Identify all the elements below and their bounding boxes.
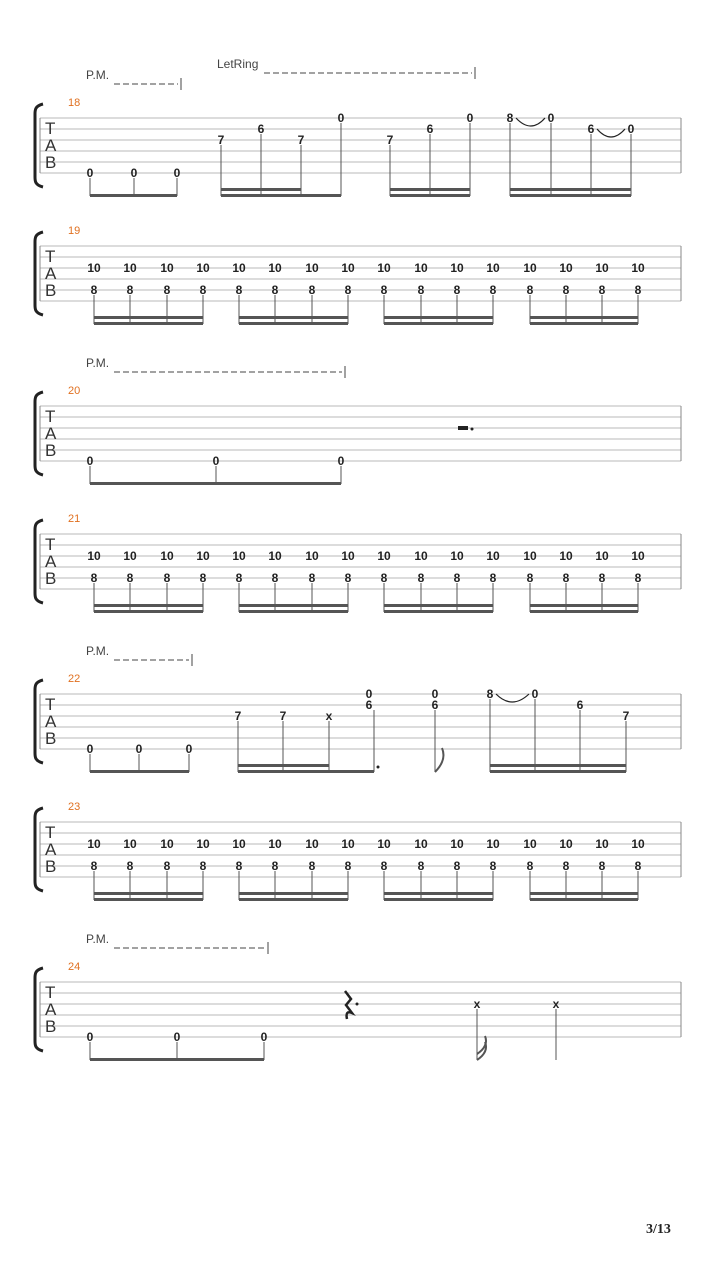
fret-number: 10 <box>160 837 174 851</box>
fret-number: 8 <box>271 283 279 297</box>
system-bracket <box>35 104 43 187</box>
fret-number: 6 <box>426 122 434 136</box>
note-beam <box>94 892 203 895</box>
tab-clef-t: T <box>45 823 56 842</box>
fret-number: 10 <box>160 549 174 563</box>
fret-number: 8 <box>126 859 134 873</box>
fret-number: 10 <box>341 837 355 851</box>
system-bracket <box>35 392 43 475</box>
fret-number: 8 <box>489 283 497 297</box>
tab-clef-b: B <box>45 1017 57 1036</box>
fret-number: 0 <box>260 1030 268 1044</box>
fret-number: 8 <box>235 859 243 873</box>
tab-clef-a: A <box>45 264 57 283</box>
note-beam <box>239 316 348 319</box>
system-measure-22 <box>35 644 681 773</box>
tab-clef-t: T <box>45 247 56 266</box>
fret-number: 10 <box>87 549 101 563</box>
fret-number: 0 <box>173 166 181 180</box>
tie <box>496 694 529 702</box>
fret-number: 10 <box>559 837 573 851</box>
note-beam <box>390 194 470 197</box>
tab-clef-b: B <box>45 281 57 300</box>
fret-number: 10 <box>450 549 464 563</box>
note-beam <box>490 770 626 773</box>
note-beam <box>384 322 493 325</box>
note-beam <box>530 892 638 895</box>
fret-number: 8 <box>199 283 207 297</box>
measure-number: 23 <box>68 801 81 813</box>
beams <box>94 604 638 613</box>
fret-number: 8 <box>163 859 171 873</box>
note-beam <box>90 770 189 773</box>
tab-clef-b: B <box>45 441 57 460</box>
note-beam <box>239 610 348 613</box>
fret-numbers <box>87 687 630 756</box>
fret-number: 10 <box>196 261 210 275</box>
tab-clef-a: A <box>45 424 57 443</box>
note-beam <box>94 898 203 901</box>
fret-number: 7 <box>386 133 394 147</box>
dotted-half-rest <box>458 426 474 431</box>
half-rest <box>458 426 468 430</box>
fret-number: 0 <box>173 1030 181 1044</box>
tab-clef-b: B <box>45 153 57 172</box>
fret-number: 10 <box>123 837 137 851</box>
rest-dot <box>356 1003 359 1006</box>
note-beam <box>510 194 631 197</box>
page-number: 3/13 <box>646 1222 671 1237</box>
fret-number: 10 <box>341 261 355 275</box>
fret-number: 10 <box>377 261 391 275</box>
system-bracket <box>35 232 43 315</box>
fret-number: 8 <box>344 571 352 585</box>
fret-number: 8 <box>417 571 425 585</box>
fret-number: 10 <box>450 261 464 275</box>
tab-clef-t: T <box>45 535 56 554</box>
stems <box>90 699 626 772</box>
beams <box>94 316 638 325</box>
note-beam <box>94 604 203 607</box>
fret-number: 8 <box>90 283 98 297</box>
fret-number: 8 <box>380 283 388 297</box>
fret-number: 0 <box>185 742 193 756</box>
system-bracket <box>35 808 43 891</box>
note-beam <box>90 1058 264 1061</box>
fret-number: 0 <box>531 687 539 701</box>
fret-number: 0 <box>431 687 439 701</box>
fret-number: 8 <box>453 571 461 585</box>
note-beam <box>239 898 348 901</box>
staff <box>35 680 681 763</box>
fret-number: 10 <box>268 837 282 851</box>
measure-number: 20 <box>68 385 81 397</box>
fret-number: 10 <box>123 261 137 275</box>
fret-number: 8 <box>126 283 134 297</box>
fret-number: 10 <box>559 549 573 563</box>
dead-note: x <box>473 997 481 1011</box>
fret-number: 10 <box>232 549 246 563</box>
stems <box>90 1009 556 1060</box>
note-beam <box>94 610 203 613</box>
fret-number: 8 <box>308 283 316 297</box>
fret-number: 8 <box>308 859 316 873</box>
fret-number: 0 <box>466 111 474 125</box>
system-bracket <box>35 520 43 603</box>
fret-number: 10 <box>268 261 282 275</box>
fret-number: 10 <box>87 261 101 275</box>
note-flag <box>435 748 443 772</box>
tab-clef-a: A <box>45 552 57 571</box>
measure-number: 18 <box>68 97 81 109</box>
fret-number: 8 <box>526 571 534 585</box>
fret-number: 10 <box>414 261 428 275</box>
system-bracket <box>35 680 43 763</box>
let-ring-label: LetRing <box>217 57 259 71</box>
fret-number: 10 <box>486 549 500 563</box>
fret-number: 8 <box>598 571 606 585</box>
fret-number: 8 <box>562 283 570 297</box>
note-beam <box>90 194 177 197</box>
fret-number: 8 <box>126 571 134 585</box>
fret-number: 8 <box>489 571 497 585</box>
stems <box>94 583 638 612</box>
fret-number: 8 <box>562 859 570 873</box>
fret-number: 0 <box>86 742 94 756</box>
note-beam <box>530 610 638 613</box>
fret-number: 8 <box>562 571 570 585</box>
tab-clef-a: A <box>45 136 57 155</box>
fret-number: 10 <box>523 261 537 275</box>
fret-number: 8 <box>453 859 461 873</box>
stems <box>94 871 638 900</box>
fret-number: 8 <box>486 687 494 701</box>
fret-number: 10 <box>486 837 500 851</box>
beams <box>90 764 626 773</box>
fret-number: 10 <box>486 261 500 275</box>
system-measure-18 <box>35 57 681 197</box>
note-dot <box>377 766 380 769</box>
note-beam <box>239 322 348 325</box>
tab-clef-b: B <box>45 857 57 876</box>
stems <box>94 295 638 324</box>
note-beam <box>390 188 470 191</box>
fret-number: 10 <box>595 549 609 563</box>
fret-number: 8 <box>163 571 171 585</box>
fret-number: 7 <box>622 709 630 723</box>
dead-note: x <box>552 997 560 1011</box>
tie <box>597 129 625 137</box>
fret-number: 0 <box>130 166 138 180</box>
fret-number: 8 <box>90 859 98 873</box>
fret-number: 0 <box>337 111 345 125</box>
fret-number: 0 <box>86 1030 94 1044</box>
measure-number: 21 <box>68 513 81 525</box>
fret-number: 8 <box>598 859 606 873</box>
tab-clef-b: B <box>45 729 57 748</box>
staff <box>35 968 681 1051</box>
note-beam <box>90 482 341 485</box>
fret-number: 6 <box>257 122 265 136</box>
tab-clef-a: A <box>45 712 57 731</box>
fret-numbers <box>87 111 635 180</box>
system-measure-23 <box>35 801 681 901</box>
fret-number: 8 <box>90 571 98 585</box>
tab-clef-a: A <box>45 1000 57 1019</box>
fret-number: 10 <box>631 837 645 851</box>
tab-clef-t: T <box>45 983 56 1002</box>
fret-number: 6 <box>365 698 373 712</box>
measure-number: 19 <box>68 225 81 237</box>
system-bracket <box>35 968 43 1051</box>
fret-number: 0 <box>86 166 94 180</box>
fret-number: 7 <box>297 133 305 147</box>
fret-number: 0 <box>627 122 635 136</box>
fret-number: 10 <box>377 837 391 851</box>
fret-number: 10 <box>341 549 355 563</box>
stems <box>90 123 631 196</box>
fret-number: 8 <box>417 283 425 297</box>
fret-number: 10 <box>196 837 210 851</box>
fret-number: 7 <box>234 709 242 723</box>
fret-number: 10 <box>305 549 319 563</box>
fret-number: 10 <box>523 837 537 851</box>
fret-number: 8 <box>271 571 279 585</box>
fret-number: 10 <box>631 549 645 563</box>
note-beam <box>384 610 493 613</box>
fret-number: 8 <box>308 571 316 585</box>
palm-mute-label: P.M. <box>86 932 110 946</box>
fret-number: 10 <box>305 261 319 275</box>
measure-number: 24 <box>68 961 81 973</box>
fret-number: 10 <box>559 261 573 275</box>
fret-number: 6 <box>576 698 584 712</box>
note-beam <box>221 188 301 191</box>
note-beam <box>530 604 638 607</box>
tab-clef-a: A <box>45 840 57 859</box>
fret-number: 10 <box>414 837 428 851</box>
fret-number: 10 <box>232 837 246 851</box>
fret-number: 0 <box>547 111 555 125</box>
fret-number: 6 <box>587 122 595 136</box>
fret-number: 0 <box>365 687 373 701</box>
fret-number: 8 <box>634 283 642 297</box>
fret-number: 0 <box>212 454 220 468</box>
fret-number: 8 <box>634 571 642 585</box>
fret-number: 8 <box>598 283 606 297</box>
stems <box>90 466 341 484</box>
fret-number: 10 <box>450 837 464 851</box>
fret-number: 8 <box>380 859 388 873</box>
note-beam <box>238 770 374 773</box>
fret-number: 8 <box>235 283 243 297</box>
system-measure-19 <box>35 225 681 325</box>
fret-number: 10 <box>523 549 537 563</box>
tab-clef-t: T <box>45 119 56 138</box>
fret-number: 8 <box>344 283 352 297</box>
note-beam <box>510 188 631 191</box>
fret-number: 8 <box>271 859 279 873</box>
note-beam <box>239 892 348 895</box>
fret-number: 10 <box>87 837 101 851</box>
tie <box>516 118 545 126</box>
fret-number: 0 <box>337 454 345 468</box>
note-beam <box>94 316 203 319</box>
fret-number: 10 <box>305 837 319 851</box>
beams <box>90 188 631 197</box>
fret-number: 8 <box>163 283 171 297</box>
fret-number: 8 <box>199 859 207 873</box>
staff <box>35 392 681 475</box>
beams <box>94 892 638 901</box>
note-beam <box>530 322 638 325</box>
note-beam <box>530 316 638 319</box>
note-beam <box>384 892 493 895</box>
fret-number: 7 <box>279 709 287 723</box>
note-beam <box>94 322 203 325</box>
note-beam <box>384 898 493 901</box>
fret-number: 10 <box>595 837 609 851</box>
system-measure-20 <box>35 356 681 485</box>
system-measure-24 <box>35 932 681 1061</box>
note-beam <box>384 316 493 319</box>
note-beam <box>239 604 348 607</box>
note-beam <box>530 898 638 901</box>
fret-number: 8 <box>453 283 461 297</box>
note-beam <box>384 604 493 607</box>
fret-number: 10 <box>268 549 282 563</box>
fret-number: 7 <box>217 133 225 147</box>
fret-number: 6 <box>431 698 439 712</box>
fret-number: 10 <box>196 549 210 563</box>
fret-number: 10 <box>377 549 391 563</box>
fret-number: 10 <box>595 261 609 275</box>
fret-number: 0 <box>86 454 94 468</box>
dead-note: x <box>325 709 333 723</box>
fret-number: 8 <box>526 283 534 297</box>
tab-clef-t: T <box>45 407 56 426</box>
fret-number: 8 <box>380 571 388 585</box>
fret-number: 8 <box>634 859 642 873</box>
fret-number: 8 <box>235 571 243 585</box>
fret-number: 8 <box>506 111 514 125</box>
note-beam <box>238 764 329 767</box>
palm-mute-label: P.M. <box>86 356 110 370</box>
fret-number: 10 <box>160 261 174 275</box>
palm-mute-label: P.M. <box>86 68 110 82</box>
tab-clef-b: B <box>45 569 57 588</box>
fret-number: 10 <box>123 549 137 563</box>
measure-number: 22 <box>68 673 81 685</box>
fret-number: 8 <box>526 859 534 873</box>
fret-number: 10 <box>232 261 246 275</box>
fret-number: 8 <box>199 571 207 585</box>
fret-number: 0 <box>135 742 143 756</box>
note-beam <box>490 764 626 767</box>
system-measure-21 <box>35 513 681 613</box>
fret-number: 10 <box>414 549 428 563</box>
palm-mute-label: P.M. <box>86 644 110 658</box>
fret-number: 8 <box>344 859 352 873</box>
rest-dot <box>471 428 474 431</box>
note-beam <box>221 194 341 197</box>
fret-number: 8 <box>489 859 497 873</box>
fret-number: 10 <box>631 261 645 275</box>
fret-number: 8 <box>417 859 425 873</box>
tab-clef-t: T <box>45 695 56 714</box>
